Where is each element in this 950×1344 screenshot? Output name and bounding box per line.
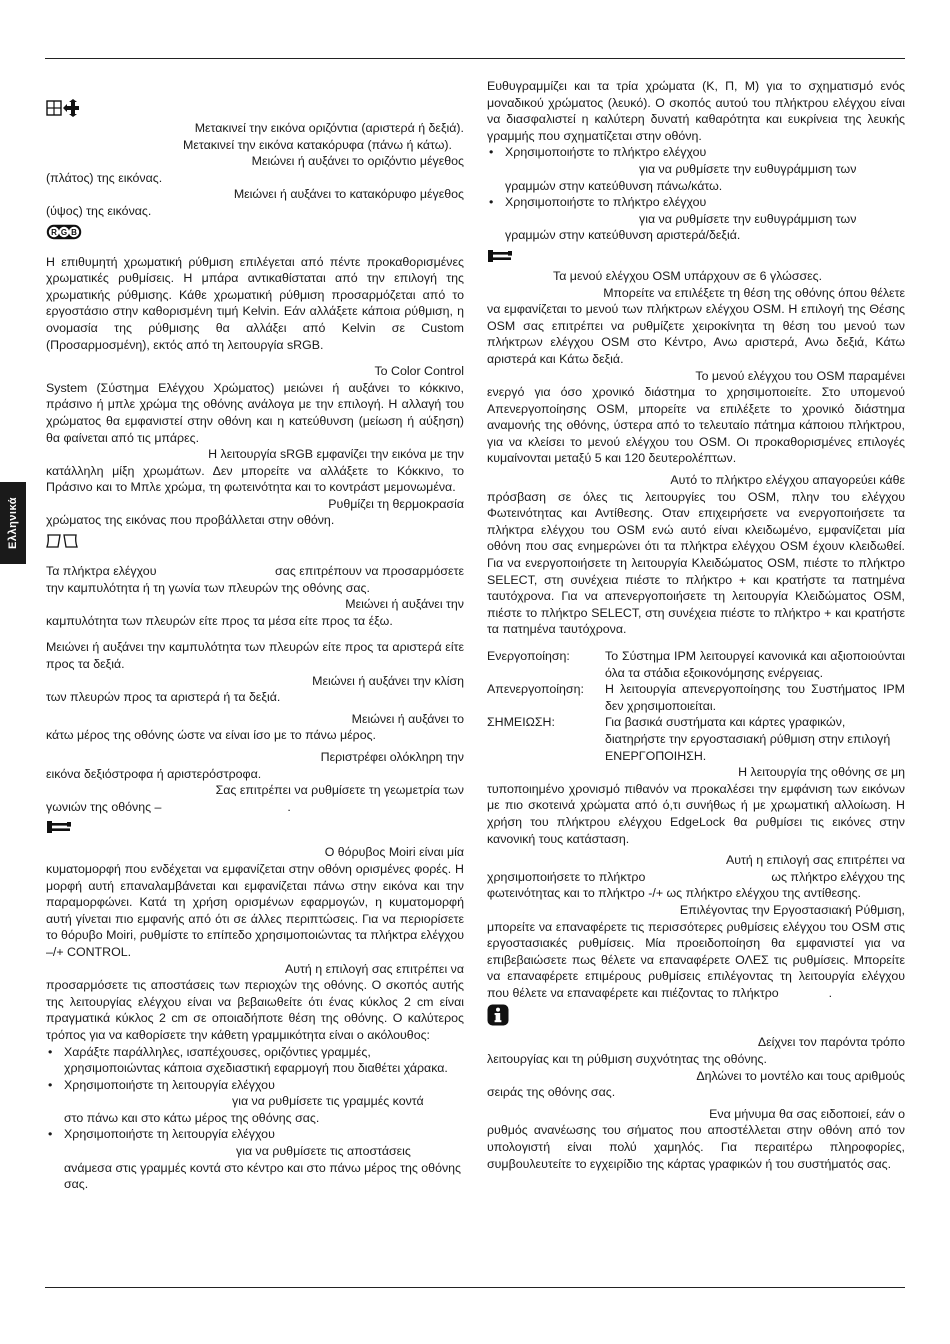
factory-text-2a: μπορείτε να επαναφέρετε τις περισσότερες ρυθμίσεις ελέγχου του OSM στις εργοστασιακές ρυθμίσεις. Μία προειδοποίηση θα εμφανιστεί για να επιβεβαιώσετε πως θέλετε να επαναφέρετε ΟΛΕΣ τις ρυθμίσεις. Μπορείτε να επαναφέρετε επιμέρους ρυθμίσεις επιλέγοντας τη λειτουργία ελέγχου που θέλετε να επαναφέρετε και πιέζοντας το πλήκτρο: [487, 919, 905, 1000]
hotkey-text-2b: ως πλήκτρο ελέγχου της: [771, 869, 905, 884]
list-item-line: για να ρυθμίσετε την ευθυγράμμιση των: [639, 161, 857, 176]
linearity-text-1: Αυτή η επιλογή σας επιτρέπει να: [285, 961, 464, 976]
tilt-text-1: Μειώνει ή αυξάνει την κλίση: [312, 673, 464, 688]
ipm-row: [487, 648, 905, 681]
ipm-definitions: [487, 648, 905, 764]
right-column: [487, 78, 905, 1172]
edgelock-text-1: Η λειτουργία της οθόνης σε μη: [738, 765, 905, 780]
geo-text-2: την καμπυλότητα ή τη γωνία των πλευρών της οθόνης σας.: [46, 580, 370, 595]
monitor-info-text-2: σειράς της οθόνης σας.: [487, 1085, 616, 1100]
list-item: [505, 144, 905, 194]
temp-text-1: Ρυθμίζει τη θερμοκρασία: [328, 496, 464, 511]
list-item-line: για να ρυθμίσετε τις γραμμές κοντά: [232, 1094, 424, 1109]
list-item-line: • Χρησιμοποιήστε το πλήκτρο ελέγχου: [505, 195, 707, 210]
ccs-text-2: System (Σύστημα Ελέγχου Χρώματος) μειώνει ή αυξάνει το κόκκινο, πράσινο ή μπλε χρώμα της οθόνης ανάλογα με την επιλογή. Η αλλαγή του χρώματος θα εμφανιστεί στην οθόνη και η κατεύθυνση (μείωση ή αύξηση) θα φαίνεται από τις μπάρες.: [46, 380, 464, 445]
list-item-line: στο πάνω και στο κάτω μέρος της οθόνης σας.: [64, 1110, 320, 1125]
list-item: [505, 194, 905, 244]
size-v-text-2: (ύψος) της εικόνας.: [46, 203, 152, 218]
srgb-text-1: Η λειτουργία sRGB εμφανίζει την εικόνα με την: [208, 447, 464, 462]
corner-text-1: Σας επιτρέπει να ρυθμίσετε τη γεωμετρία των: [215, 783, 464, 798]
moire-text-2: κυματομορφή που ενδέχεται να εμφανίζεται στην οθόνη ορισμένες φορές. Η μορφή αυτή επαναλαμβάνεται και εμφανίζεται πάνω στην εικόνα και την παραμορφώνει. Κατά τη χρήση ορισμένων εφαρμογών, η κυματομορφή αυτή γίνεται πιο εμφανής από ότι σε άλλες περιπτώσεις. Για να περιορίσετε το θόρυβο Moiri, ρυθμίστε το επίπεδο χρησιμοποιώντας τα πλήκτρα ελέγχου –/+ CONTROL.: [46, 861, 465, 959]
osm-position-text-1: Μπορείτε να επιλέξετε τη θέση της οθόνης όπου θέλετε: [603, 285, 905, 300]
tools-icon: [487, 244, 905, 268]
pin-text-1: Μειώνει ή αυξάνει την: [345, 597, 464, 612]
tilt-text-2: των πλευρών προς τα αριστερά ή τα δεξιά.: [46, 690, 281, 705]
osm-position-text-2: να εμφανίζεται το μενού των πλήκτρων ελέγχου OSM. Η επιλογή της Θέσης OSM σας επιτρέπει να ρυθμίζετε χειροκίνητα τη θέση του μενού των πλήκτρων ελέγχου OSM στο Κέντρο, Ανω αριστερά, Ανω δεξιά, Κάτω αριστερά και Κάτω δεξιά.: [487, 302, 905, 366]
ipm-key: Ενεργοποίηση:: [487, 649, 570, 663]
hotkey-text-1: Αυτή η επιλογή σας επιτρέπει να: [726, 853, 905, 868]
list-item-line: • Χρησιμοποιήστε τη λειτουργία ελέγχου: [64, 1127, 275, 1142]
linearity-steps: [46, 1044, 464, 1193]
list-item-line: • Χρησιμοποιήστε τη λειτουργία ελέγχου: [64, 1077, 275, 1092]
display-mode-text-2: λειτουργίας και τη ρύθμιση συχνότητας της οθόνης.: [487, 1052, 767, 1067]
pin-text-2: καμπυλότητα των πλευρών είτε προς τα μέσα είτε προς τα έξω.: [46, 613, 393, 628]
list-item-line: γραμμών στην κατεύθυνση πάνω/κάτω.: [505, 178, 723, 193]
list-item-line: για να ρυθμίσετε τις αποστάσεις: [236, 1144, 411, 1159]
osm-lock-text-1: Αυτό το πλήκτρο ελέγχου απαγορεύει κάθε: [670, 473, 905, 488]
ipm-key: Απενεργοποίηση:: [487, 682, 584, 697]
svg-text:B: B: [71, 227, 77, 237]
rotate-text-2: εικόνα δεξιόστροφα ή αριστερόστροφα.: [46, 766, 262, 781]
rotate-text-1: Περιστρέφει ολόκληρη την: [320, 750, 464, 764]
corner-text-2b: .: [287, 799, 291, 814]
ipm-row: [487, 714, 905, 764]
pos-v-text: Μετακινεί την εικόνα κατακόρυφα (πάνω ή κάτω).: [183, 137, 452, 152]
ipm-row: [487, 681, 905, 714]
corner-text-2: [46, 799, 464, 816]
geo-text-1b: σας επιτρέπουν να προσαρμόσετε: [275, 564, 464, 579]
pincushion-icon: [46, 529, 464, 553]
language-side-tab: [0, 482, 26, 564]
language-text: Τα μενού ελέγχου OSM υπάρχουν σε 6 γλώσσες.: [553, 268, 823, 283]
factory-text-2b: .: [828, 985, 833, 1000]
hotkey-text-3: φωτεινότητας και το πλήκτρο -/+ ως πλήκτρο ελέγχου της αντίθεσης.: [487, 886, 861, 901]
align-text-2: κάτω μέρος της οθόνης ώστε να είναι ίσο με το πάνω μέρος.: [46, 728, 377, 743]
corner-text-2a: γωνιών της οθόνης –: [46, 799, 162, 814]
tools-icon: [46, 815, 464, 839]
osm-off-text-2: ενεργό για όσο χρονικό διάστημα το χρησιμοποιείτε. Στο υπομενού Απενεργοποίησης OSM, μπορείτε να επιλέξετε το χρονικό διάστημα αναμονής της οθόνης, ύστερα από το τελευταίο πάτημα κάποιου πλήκτρου, για να κλείσει το μενού ελέγχου του OSM. Οι προκαθορισμένες επιλογές κυμαίνονται μεταξύ 5 και 120 δευτερολέπτων.: [487, 385, 905, 466]
align-text-1: Μειώνει ή αυξάνει το: [351, 711, 464, 726]
factory-text-2: [487, 919, 905, 1002]
pos-h-text: Μετακινεί την εικόνα οριζόντια (αριστερά ή δεξιά).: [194, 121, 464, 135]
size-v-text-1: Μειώνει ή αυξάνει το κατακόρυφο μέγεθος: [233, 187, 464, 202]
convergence-text: Ευθυγραμμίζει και τα τρία χρώματα (Κ, Π, Μ) για το σχηματισμό ενός μοναδικού χρώματος (λευκό). Ο σκοπός αυτού του πλήκτρου ελέγχου είναι να διασφαλιστεί η καλύτερη δυνατή καθαρότητα και ευκρίνεια της λευκής γραμμής που σχηματίζεται στην οθόνη.: [487, 79, 905, 143]
geo-text-1a: Τα πλήκτρα ελέγχου: [46, 564, 157, 579]
refresh-text-2: ρυθμός ανανέωσης του σήματος που αποστέλλεται στην οθόνη από τον υπολογιστή είναι πολύ χαμηλός. Για περαιτέρω πληροφορίες, συμβουλευτείτε το εγχειρίδιο της κάρτας γραφικών ή του συστήματός σας.: [487, 1123, 905, 1171]
ipm-value: Για βασικά συστήματα και κάρτες γραφικών, διατηρήστε την εργοστασιακή ρύθμιση στην επιλογή ΕΝΕΡΓΟΠΟΙΗΣΗ.: [605, 715, 891, 763]
list-item: • Χαράξτε παράλληλες, ισαπέχουσες, οριζόντιες γραμμές, χρησιμοποιώντας κάποια σχεδιαστική εφαρμογή που διαθέτει χάρακα.: [64, 1044, 464, 1077]
convergence-steps: [487, 144, 905, 244]
hotkey-text-2: [487, 869, 905, 886]
pinbal-text: Μειώνει ή αυξάνει την καμπυλότητα των πλευρών είτε προς τα αριστερά είτε προς τα δεξιά.: [46, 640, 464, 672]
top-rule: [45, 58, 905, 59]
color-intro-text: Η επιθυμητή χρωματική ρύθμιση επιλέγεται από πέντε προκαθορισμένες χρωματικές ρυθμίσεις. Η μπάρα αντικαθίσταται από την επιλογή της χρωματικής ρύθμισης. Κάθε χρωματική ρύθμιση προσαρμόζεται από το εργοστάσιο στην καθορισμένη τιμή Kelvin. Εάν αλλάξετε κάποια ρύθμιση, η ονομασία της ρύθμισης θα αλλάξει από Kelvin σε Custom (Προσαρμοσμένη), εκτός από τη λειτουργία sRGB.: [46, 254, 464, 352]
svg-text:G: G: [60, 227, 68, 237]
geo-text-1: [46, 563, 464, 580]
rgb-icon: [46, 220, 464, 244]
size-h-text-1: Μειώνει ή αυξάνει το οριζόντιο μέγεθος: [251, 154, 464, 169]
temp-text-2: χρώματος της εικόνας που προβάλλεται στην οθόνη.: [46, 513, 335, 528]
display-mode-text-1: Δείχνει τον παρόντα τρόπο: [757, 1035, 905, 1050]
list-item-line: ανάμεσα στις γραμμές κοντά στο κέντρο και στο πάνω μέρος της οθόνης σας.: [64, 1160, 462, 1192]
hotkey-text-2a: χρησιμοποιήσετε το πλήκτρο: [487, 869, 646, 884]
info-icon: [487, 1001, 905, 1029]
svg-text:R: R: [51, 227, 57, 237]
osm-off-text-1: Το μενού ελέγχου του OSM παραμένει: [695, 368, 905, 383]
position-size-icon: [46, 96, 464, 120]
osm-lock-text-2: πρόσβαση σε όλες τις λειτουργίες του OSM, πλην του ελέγχου Φωτεινότητας και Αντίθεσης. Οταν επιχειρήσετε να ενεργοποιήσετε τα πλήκτρα ελέγχου του OSM ενώ αυτό είναι κλειδωμένο, εμφανίζεται μία οθόνη που σας ενημερώνει ότι τα πλήκτρα ελέγχου OSM έχουν κλειδωθεί. Για να ενεργοποιήσετε τη λειτουργία Κλειδώματος OSM, πιέστε το πλήκτρο SELECT, στη συνέχεια πιέστε το πλήκτρο + και κρατήστε τα πατημένα ταυτόχρονα. Για να απενεργοποιήσετε τη λειτουργία Κλειδώματος OSM, πιέστε το πλήκτρο SELECT, στη συνέχεια πιέστε το πλήκτρο + και κρατήστε τα πατημένα ταυτόχρονα.: [487, 489, 905, 637]
size-h-text-2: (πλάτος) της εικόνας.: [46, 170, 163, 185]
side-tab-label: Ελληνικά: [7, 497, 19, 549]
list-item-line: για να ρυθμίσετε την ευθυγράμμιση των: [639, 211, 857, 226]
srgb-text-2: κατάλληλη μίξη χρωμάτων. Δεν μπορείτε να αλλάξετε το Κόκκινο, το Πράσινο και το Μπλε χρώμα, τη φωτεινότητα και το κοντράστ μεμονωμένα.: [46, 463, 464, 495]
ipm-value: Το Σύστημα IPM λειτουργεί κανονικά και αξιοποιούνται όλα τα στάδια εξοικονόμησης ενέργειας.: [605, 649, 905, 680]
ipm-value: Η λειτουργία απενεργοποίησης του Συστήματος IPM δεν χρησιμοποιείται.: [605, 682, 905, 713]
edgelock-text-2: τυποποιημένο χρονισμό πιθανόν να προκαλέσει την εμφάνιση των εικόνων με πιο σκοτεινά χρώματα από ό,τι συνήθως ή με χρωματική αλλοίωση. Η χρήση του πλήκτρου ελέγχου EdgeLock θα ρυθμίσει τις εικόνες στην κανονική τους κατάσταση.: [487, 781, 905, 846]
monitor-info-text-1: Δηλώνει το μοντέλο και τους αριθμούς: [696, 1068, 905, 1083]
moire-text-1: Ο θόρυβος Moiri είναι μία: [324, 845, 464, 860]
list-item: [64, 1126, 464, 1192]
ccs-text-1: Το Color Control: [374, 364, 464, 379]
ipm-key: ΣΗΜΕΙΩΣΗ:: [487, 715, 555, 730]
linearity-text-2: προσαρμόσετε τις αποστάσεις των περιοχών της οθόνης. Ο σκοπός αυτής της λειτουργίας ελέγχου είναι να βεβαιωθείτε ότι ένας κύκλος 2 cm είναι πραγματικά κύκλος 2 cm σε οποιαδήποτε θέση της οθόνης. Ο καλύτερος τρόπος για να καθορίσετε την κάθετη γραμμικότητα είναι ο ακόλουθος:: [46, 978, 464, 1042]
refresh-text-1: Ενα μήνυμα θα σας ειδοποιεί, εάν ο: [709, 1106, 905, 1121]
bottom-rule: [45, 1287, 905, 1288]
factory-text-1: Επιλέγοντας την Εργοστασιακή Ρύθμιση,: [679, 902, 905, 917]
left-column: [46, 96, 464, 1193]
list-item-line: γραμμών στην κατεύθυνση αριστερά/δεξιά.: [505, 228, 741, 243]
list-item: [64, 1077, 464, 1127]
list-item-line: • Χρησιμοποιήστε το πλήκτρο ελέγχου: [505, 145, 707, 160]
